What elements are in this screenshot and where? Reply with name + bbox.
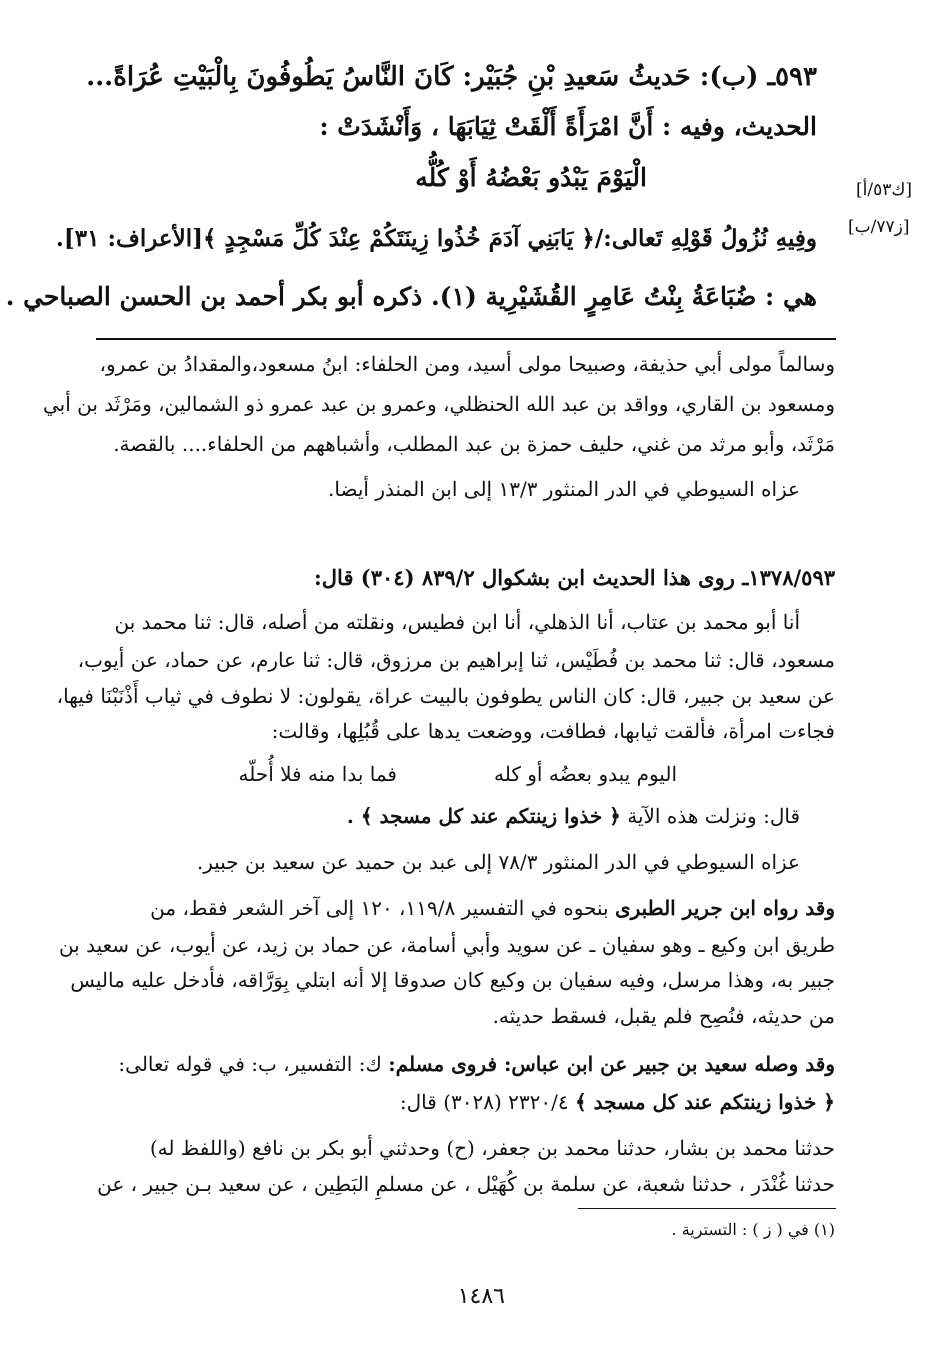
margin-note-z77b: [ز٧٧/ب] [848, 217, 910, 237]
section-title: ١٣٧٨/٥٩٣ـ روى هذا الحديث ابن بشكوال ٨٣٩/٢ (٣٠٤) قال: [314, 565, 835, 590]
muslim-ref: ٢٣٢٠/٤ (٣٠٢٨) قال: [399, 1090, 575, 1114]
body-line-3: عن سعيد بن جبير، قال: كان الناس يطوفون بالبيت عراة، يقولون: لا نطوف في ثياب أَذْنَبْنَا فيها، [56, 684, 835, 708]
tabari-rest: بنحوه في التفسير ١١٩/٨، ١٢٠ إلى آخر الشعر فقط، من [150, 896, 615, 920]
attribution-line: عزاه السيوطي في الدر المنثور ٧٨/٣ إلى عبد بن حميد عن سعيد بن جبير. [196, 850, 800, 874]
tabari-line-2: طريق ابن وكيع ـ وهو سفيان ـ عن سويد وأبي أسامة، عن حماد بن زيد، عن أيوب، عن سعيد بن [58, 933, 835, 957]
isnad-line-2: حدثنا غُنْدَر ، حدثنا شعبة، عن سلمة بن كُهَيْل ، عن مسلمِ البَطِين ، عن سعيد بـن جبير ، عن [97, 1172, 835, 1196]
commentary-line-3: مَرْثَد، وأبو مرثد من غني، حليف حمزة بن عبد المطلب، وأشباههم من الحلفاء.... بالقصة. [113, 432, 835, 456]
muslim-line-2 [400, 1090, 835, 1114]
body-line-1: أنا أبو محمد بن عتاب، أنا الذهلي، أنا ابن فطيس، ونقلته من أصله، قال: ثنا محمد بن [114, 610, 800, 634]
tabari-line-3: جبير به، وهذا مرسل، وفيه سفيان بن وكيع كان صدوقا إلا أنه ابتلي بِوَرَّاقه، فأدخل عليه ماليس [70, 968, 835, 992]
isnad-line-1: حدثنا محمد بن بشار، حدثنا محمد بن جعفر، (ح) وحدثني أبو بكر بن نافع (واللفظ له) [149, 1136, 835, 1160]
commentary-line-1: وسالماً مولى أبي حذيفة، وصبيحا مولى أسيد، ومن الحلفاء: ابنُ مسعود،والمقدادُ بن عمرو، [99, 352, 835, 376]
body-line-4: فجاءت امرأة، فألقت ثيابها، فطافت، ووضعت يدها على قُبُلِها، وقالت: [271, 719, 835, 743]
main-line-2: الحديث، وفيه : أَنَّ امْرَأَةً أَلْقَتْ ثِيَابَهَا ، وَأَنْشَدَتْ : [319, 112, 817, 141]
body-line-2: مسعود، قال: ثنا محمد بن فُطَيْس، ثنا إبراهيم بن مرزوق، قال: ثنا عارم، عن حماد، عن أيوب، [77, 648, 835, 672]
footnote-separator-rule [578, 1208, 836, 1209]
main-separator-rule [96, 338, 836, 340]
muslim-rest: ك: التفسير، ب: في قوله تعالى: [118, 1052, 389, 1076]
commentary-line-2: ومسعود بن القاري، وواقد بن عبد الله الحنظلي، وعمرو بن عبد عمرو ذو الشمالين، ومَرْثَد بن أبي [42, 392, 835, 416]
quote-verse: ﴿ خذوا زينتكم عند كل مسجد ﴾ . [346, 804, 621, 828]
poem-hemistich-2: فما بدا منه فلا أُحلّه [238, 762, 397, 786]
main-line-1: ٥٩٣ـ (ب): حَديثُ سَعيدِ بْنِ جُبَيْر: كَانَ النَّاسُ يَطُوفُونَ بِالْبَيْتِ عُرَاةً... [86, 62, 817, 92]
poem-hemistich-1: اليوم يبدو بعضُه أو كله [494, 762, 677, 786]
quote-line [347, 804, 800, 828]
main-poem-line: الْيَوْمَ يَبْدُو بَعْضُهُ أَوْ كُلُّه [415, 163, 647, 192]
main-line-4: وفِيهِ نُزُولُ قَوْلِهِ تَعالى:/﴿ يَابَنِي آدَمَ خُذُوا زِينَتَكُمْ عِنْدَ كُلِّ مَسْجِدٍ ﴾[الأعراف: ٣١]. [55, 225, 817, 252]
muslim-verse: ﴿ خذوا زينتكم عند كل مسجد ﴾ [574, 1090, 835, 1114]
commentary-line-4: عزاه السيوطي في الدر المنثور ١٣/٣ إلى ابن المنذر أيضا. [328, 477, 800, 501]
tabari-line-1 [150, 896, 835, 920]
tabari-lead: وقد رواه ابن جرير الطبرى [614, 896, 835, 920]
page-number: ١٤٨٦ [457, 1284, 505, 1309]
main-line-5: هي : ضُبَاعَةُ بِنْتُ عَامِرٍ القُشَيْرِية (١). ذكره أبو بكر أحمد بن الحسن الصباحي . [5, 282, 817, 311]
footnote: (١) في ( ز ) : التسترية . [671, 1220, 835, 1239]
margin-note-k53a: [ك٥٣/أ] [856, 180, 913, 200]
muslim-lead: وقد وصله سعيد بن جبير عن ابن عباس: فروى مسلم: [388, 1052, 835, 1076]
muslim-line-1 [118, 1052, 835, 1076]
tabari-line-4: من حديثه، فنُصِح فلم يقبل، فسقط حديثه. [492, 1004, 835, 1028]
quote-prefix: قال: ونزلت هذه الآية [627, 804, 800, 828]
